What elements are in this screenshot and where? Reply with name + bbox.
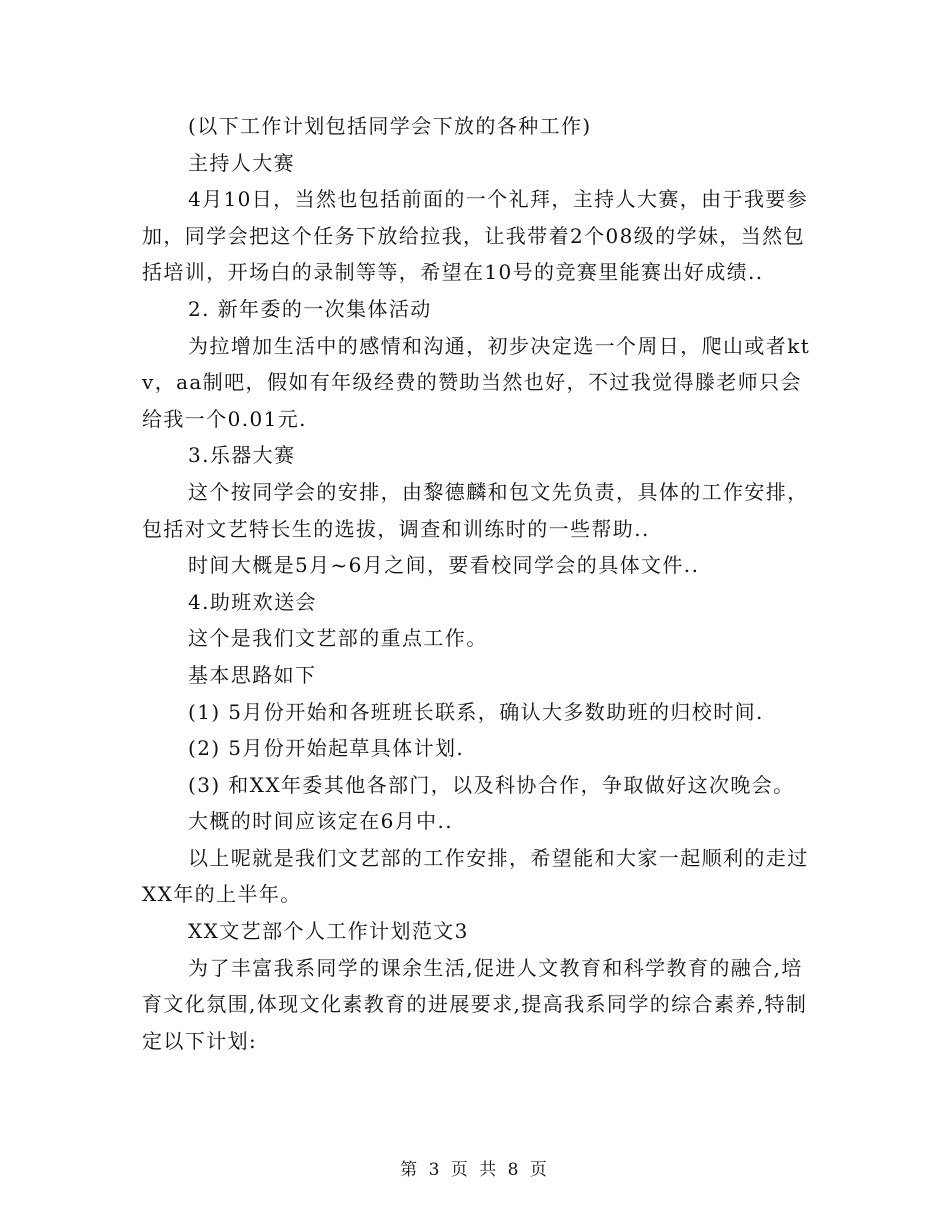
paragraph: 为了丰富我系同学的课余生活,促进人文教育和科学教育的融合,培育文化氛围,体现文化素教育的进展要求,提高我系同学的综合素养,特制定以下计划:	[142, 955, 808, 1053]
paragraph: (1) 5月份开始和各班班长联系，确认大多数助班的归校时间.	[188, 699, 764, 724]
paragraph: 大概的时间应该定在6月中..	[188, 809, 454, 834]
paragraph: 3.乐器大赛	[188, 443, 296, 468]
page-number-footer: 第 3 页 共 8 页	[400, 1160, 550, 1180]
paragraph: 这个是我们文艺部的重点工作。	[188, 626, 488, 651]
paragraph: (2) 5月份开始起草具体计划.	[188, 736, 465, 761]
paragraph: 以上呢就是我们文艺部的工作安排，希望能和大家一起顺利的走过XX年的上半年。	[142, 845, 809, 907]
paragraph: 这个按同学会的安排，由黎德麟和包文先负责，具体的工作安排，包括对文艺特长生的选拔，调查和训练时的一些帮助..	[142, 479, 809, 541]
paragraph: 为拉增加生活中的感情和沟通，初步决定选一个周日，爬山或者ktv，aa制吧，假如有年级经费的赞助当然也好，不过我觉得滕老师只会给我一个0.01元.	[142, 333, 811, 431]
paragraph: 基本思路如下	[188, 662, 317, 687]
paragraph: (3) 和XX年委其他各部门，以及科协合作，争取做好这次晚会。	[188, 772, 795, 797]
paragraph: 2. 新年委的一次集体活动	[188, 296, 432, 321]
paragraph: 4.助班欢送会	[188, 589, 317, 614]
paragraph: 时间大概是5月~6月之间，要看校同学会的具体文件..	[188, 553, 700, 578]
paragraph: 主持人大赛	[188, 150, 295, 175]
paragraph: XX文艺部个人工作计划范文3	[188, 919, 469, 944]
paragraph: 4月10日，当然也包括前面的一个礼拜，主持人大赛，由于我要参加，同学会把这个任务下放给拉我，让我带着2个08级的学妹，当然包括培训，开场白的录制等等，希望在10号的竞赛里能赛出好成绩..	[142, 187, 809, 285]
document-body	[142, 108, 812, 1059]
paragraph: (以下工作计划包括同学会下放的各种工作)	[188, 114, 592, 138]
